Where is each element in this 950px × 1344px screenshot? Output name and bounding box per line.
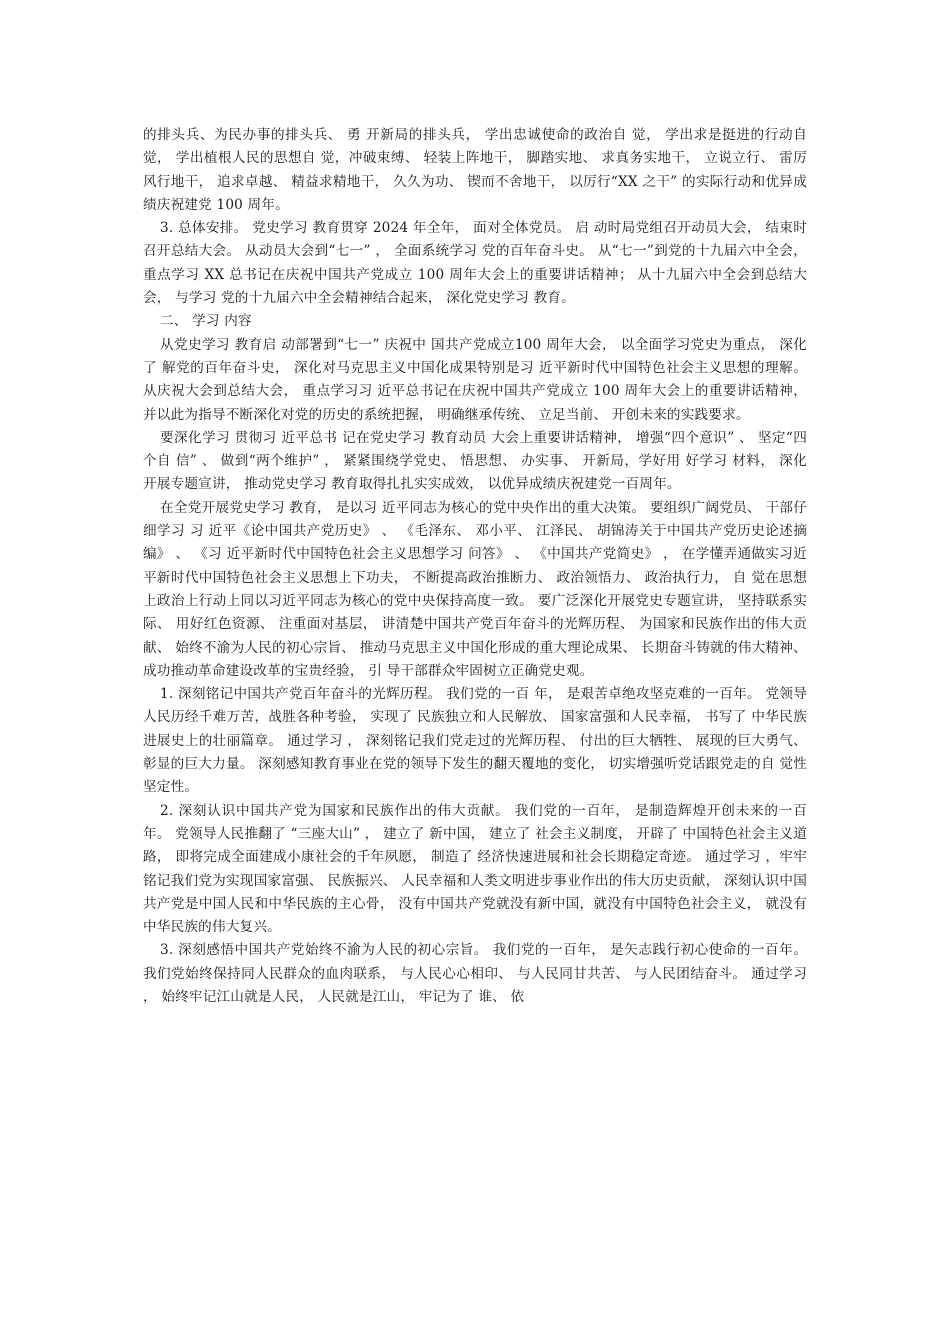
paragraph-point-1: 1. 深刻铭记中国共产党百年奋斗的光辉历程。 我们党的一百 年， 是艰苦卓绝攻坚克难的一百年。 党领导人民历经千难万苦，战胜各种考验， 实现了 民族独立和人民解放、 国家富强和人民幸福， 书写了 中华民族进展史上的壮丽篇章。 通过学习 ， 深刻铭记我们党走过的光辉历程、 付出的巨大牺牲、 展现的巨大勇气、 彰显的巨大力量。 深刻感知教育事业在党的领导下发生的翻天覆地的变化， 切实增强听党话跟党走的自 觉性坚定性。 <box>143 686 807 796</box>
document-body <box>143 124 807 1009</box>
paragraph-continuation: 的排头兵、为民办事的排头兵、 勇 开新局的排头兵， 学出忠诚使命的政治自 觉， 学出求是挺进的行动自 觉， 学出植根人民的思想自 觉，冲破束缚、 轻装上阵地干， 脚踏实地、 求真务实地干， 立说立行、 雷厉风行地干， 追求卓越、 精益求精地干， 久久为功、 锲而不舍地干， 以厉行“XX 之干” 的实际行动和优异成绩庆祝建党 100 周年。 <box>143 127 807 213</box>
paragraph-deepen-study: 要深化学习 贯彻习 近平总书 记在党史学习 教育动员 大会上重要讲话精神， 增强“四个意识” 、 坚定“四个自 信” 、 做到“两个维护” ， 紧紧围绕学党史、 悟思想、 办实事、 开新局，学好用 好学习 材料， 深化开展专题宣讲， 推动党史学习 教育取得扎扎实实成效， 以优异成绩庆祝建党一百周年。 <box>143 429 807 493</box>
paragraph-party-wide-education: 在全党开展党史学习 教育， 是以习 近平同志为核心的党中央作出的重大决策。 要组织广阔党员、 干部仔细学习 习 近平《论中国共产党历史》 、 《毛泽东、 邓小平、 江泽民、 胡锦涛关于中国共产党历史论述摘编》 、 《习 近平新时代中国特色社会主义思想学习 问答》 、 《中国共产党简史》 ， 在学懂弄通做实习近平新时代中国特色社会主义思想上下功夫， 不断提高政治推断力、 政治领悟力、 政治执行力， 自 觉在思想上政治上行动上同以习近平同志为核心的党中央保持高度一致。 要广泛深化开展党史专题宣讲， 坚持联系实际、 用好红色资源、 注重面对基层， 讲清楚中国共产党百年奋斗的光辉历程、 为国家和民族作出的伟大贡献、 始终不渝为人民的初心宗旨、 推动马克思主义中国化形成的重大理论成果、 长期奋斗铸就的伟大精神、 成功推动革命建设改革的宝贵经验， 引 导干部群众牢固树立正确党史观。 <box>143 499 807 679</box>
paragraph-overall-arrangement: 3. 总体安排。 党史学习 教育贯穿 2024 年全年， 面对全体党员。 启 动时局党组召开动员大会， 结束时召开总结大会。 从动员大会到“七一” ， 全面系统学习 党的百年奋斗史。 从“七一”到党的十九届六中全会， 重点学习 XX 总书记在庆祝中国共产党成立 100 周年大会上的重要讲话精神； 从十九届六中全会到总结大会， 与学习 党的十九届六中全会精神结合起来， 深化党史学习 教育。 <box>143 220 807 307</box>
section-heading-study-content: 二、 学习 内容 <box>160 313 252 330</box>
paragraph-point-3: 3. 深刻感悟中国共产党始终不渝为人民的初心宗旨。 我们党的一百年， 是矢志践行初心使命的一百年。 我们党始终保持同人民群众的血肉联系， 与人民心心相印、 与人民同甘共苦、 与人民团结奋斗。 通过学习 ， 始终牢记江山就是人民， 人民就是江山， 牢记为了 谁、 依 <box>143 942 807 1005</box>
paragraph-study-scope: 从党史学习 教育启 动部署到“七一” 庆祝中 国共产党成立100 周年大会， 以全面学习党史为重点， 深化了 解党的百年奋斗史， 深化对马克思主义中国化成果特别是习 近平新时代中国特色社会主义思想的理解。 从庆祝大会到总结大会， 重点学习习 近平总书记在庆祝中国共产党成立 100 周年大会上的重要讲话精神， 并以此为指导不断深化对党的历史的系统把握， 明确继承传统、 立足当前、 开创未来的实践要求。 <box>143 336 807 423</box>
paragraph-point-2: 2. 深刻认识中国共产党为国家和民族作出的伟大贡献。 我们党的一百年， 是制造辉煌开创未来的一百年。 党领导人民推翻了 “三座大山” ， 建立了 新中国， 建立了 社会主义制度， 开辟了 中国特色社会主义道路， 即将完成全面建成小康社会的千年夙愿， 制造了 经济快速进展和社会长期稳定奇迹。 通过学习 ，牢牢铭记我们党为实现国家富强、 民族振兴、 人民幸福和人类文明进步事业作出的伟大历史贡献， 深刻认识中国共产党是中国人民和中华民族的主心骨， 没有中国共产党就没有新中国，就没有中国特色社会主义， 就没有中华民族的伟大复兴。 <box>143 802 807 936</box>
